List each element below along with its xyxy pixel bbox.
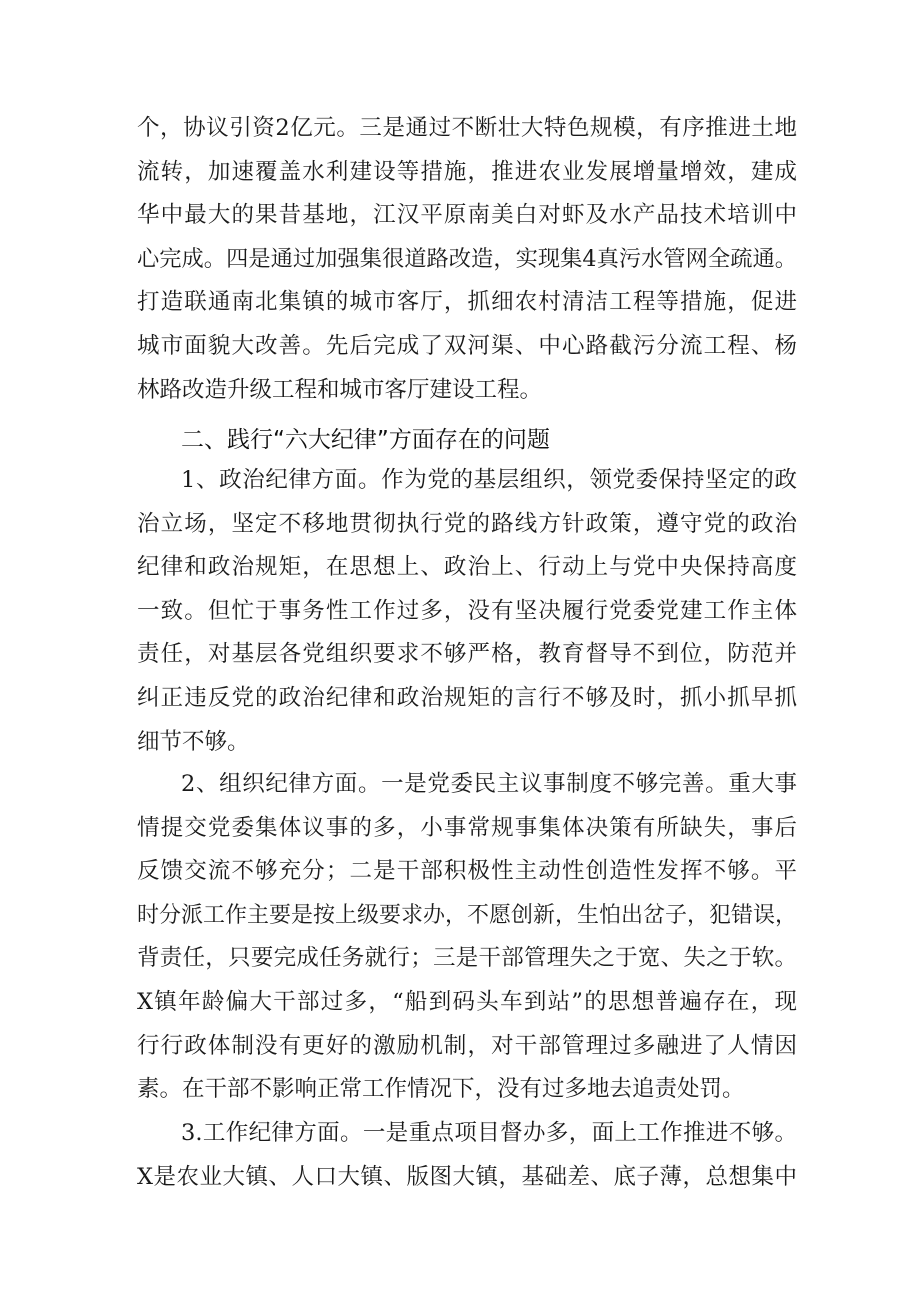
text-line: X镇年龄偏大干部过多，“船到码头车到站”的思想普遍存在，现 (137, 988, 797, 1015)
text-line: 治立场，坚定不移地贯彻执行党的路线方针政策，遵守党的政治 (137, 510, 797, 537)
paragraph-organizational-discipline (137, 763, 797, 1112)
paragraph-political-discipline (137, 459, 797, 764)
text-line: X是农业大镇、人口大镇、版图大镇，基础差、底子薄，总想集中 (137, 1163, 797, 1190)
text-line: 一致。但忙于事务性工作过多，没有坚决履行党委党建工作主体 (137, 597, 797, 624)
text-line: 反馈交流不够充分；二是干部积极性主动性创造性发挥不够。平 (137, 858, 797, 885)
text-line: 2、组织纪律方面。一是党委民主议事制度不够完善。重大事 (181, 771, 797, 797)
intro-paragraph (137, 107, 797, 412)
text-line: 3.工作纪律方面。一是重点项目督办多，面上工作推进不够。 (181, 1120, 797, 1146)
text-line: 打造联通南北集镇的城市客厅，抓细农村清洁工程等措施，促进 (137, 289, 797, 316)
paragraph-work-discipline (137, 1112, 797, 1199)
text-line: 心完成。四是通过加强集很道路改造，实现集4真污水管网全疏通。 (137, 245, 797, 272)
text-line: 细节不够。 (137, 728, 250, 755)
text-line: 纪律和政治规矩，在思想上、政治上、行动上与党中央保持高度 (137, 554, 797, 581)
text-line: 纠正违反党的政治纪律和政治规矩的言行不够及时，抓小抓早抓 (137, 684, 797, 711)
text-line: 个，协议引资2亿元。三是通过不断壮大特色规模，有序推进土地 (137, 115, 797, 141)
text-line: 城市面貌大改善。先后完成了双河渠、中心路截污分流工程、杨 (137, 332, 797, 359)
text-line: 素。在干部不影响正常工作情况下，没有过多地去追责处罚。 (137, 1076, 745, 1103)
section-heading: 二、践行“六大纪律”方面存在的问题 (181, 427, 550, 453)
text-line: 1、政治纪律方面。作为党的基层组织，领党委保持坚定的政 (181, 467, 797, 493)
text-line: 行行政体制没有更好的激励机制，对干部管理过多融进了人情因 (137, 1032, 797, 1059)
text-line: 流转，加速覆盖水利建设等措施，推进农业发展增量增效，建成 (137, 158, 797, 185)
text-line: 时分派工作主要是按上级要求办，不愿创新，生怕出岔子，犯错误， (137, 902, 798, 928)
text-line: 华中最大的果昔基地，江汉平原南美白对虾及水产品技术培训中 (137, 202, 797, 229)
text-line: 林路改造升级工程和城市客厅建设工程。 (137, 376, 543, 403)
text-line: 责任，对基层各党组织要求不够严格，教育督导不到位，防范并 (137, 641, 797, 668)
text-line: 背责任，只要完成任务就行；三是干部管理失之于宽、失之于软。 (137, 945, 797, 972)
text-line: 情提交党委集体议事的多，小事常规事集体决策有所缺失，事后 (137, 814, 797, 841)
